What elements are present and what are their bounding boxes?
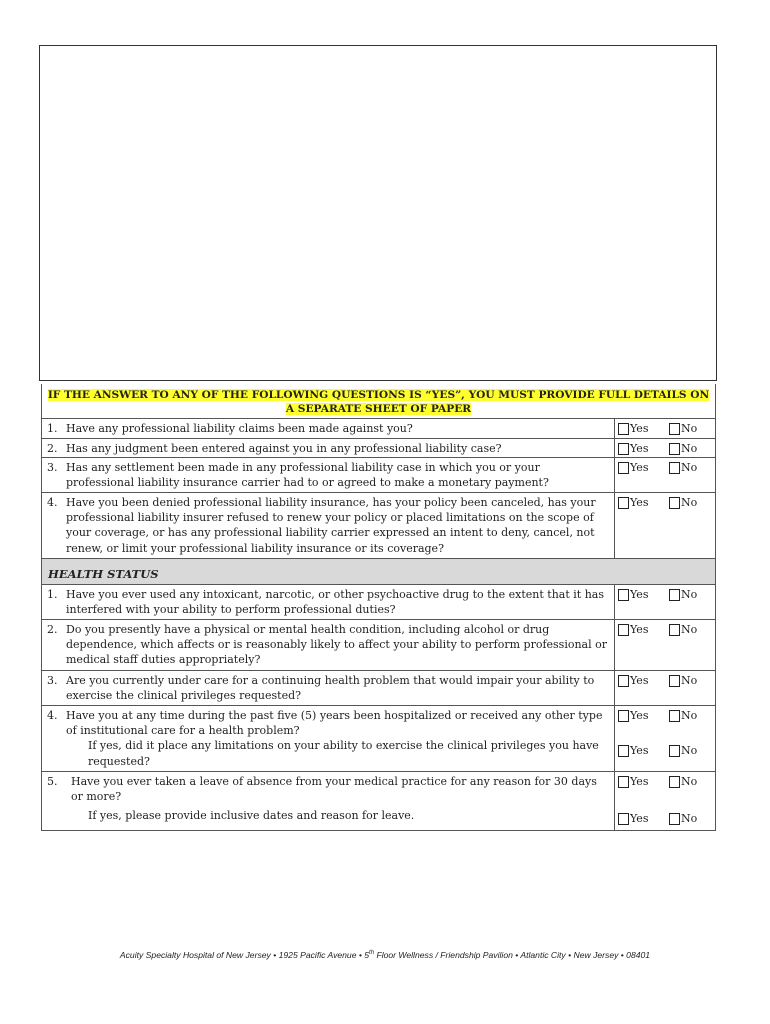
followup-question-text: If yes, please provide inclusive dates and reason for leave. [88,809,415,823]
liability-question-row [42,458,715,493]
yes-checkbox[interactable] [618,423,629,435]
yes-no-choice: Yes No [618,442,648,455]
question-number: 1. [47,588,58,601]
question-number: 5. [47,775,58,788]
notice-text: IF THE ANSWER TO ANY OF THE FOLLOWING QUESTIONS IS “YES”, YOU MUST PROVIDE FULL DETAILS ON A SEPARATE SHEET OF PAPER [47,389,710,415]
health-question-row [42,772,715,831]
yes-checkbox[interactable] [618,462,629,474]
no-checkbox[interactable] [669,710,680,722]
yes-checkbox[interactable] [618,443,629,455]
footer-address-continued: Floor Wellness / Friendship Pavilion • Atlantic City • New Jersey • 08401 [374,950,651,960]
health-question-row [42,585,715,620]
followup-question-text: If yes, did it place any limitations on your ability to exercise the clinical privileges you have requested? [88,739,599,768]
no-checkbox[interactable] [669,462,680,474]
no-checkbox[interactable] [669,624,680,636]
question-text: Do you presently have a physical or mental health condition, including alcohol or drug dependence, which affects or is reasonably likely to affect your ability to perform professional or medical staff duties appropriately? [66,623,607,667]
yes-no-choice: Yes No [618,775,648,788]
yes-no-choice: Yes No [618,674,648,687]
yes-no-choice: Yes No [618,623,648,636]
questionnaire-table [41,384,716,831]
yes-checkbox[interactable] [618,589,629,601]
yes-answer-notice [42,384,715,419]
yes-checkbox[interactable] [618,497,629,509]
no-checkbox[interactable] [669,423,680,435]
yes-no-choice: Yes No [618,496,648,509]
followup-yes-no-choice: Yes No [618,744,648,757]
question-number: 1. [47,422,58,435]
yes-no-choice: Yes No [618,422,648,435]
yes-no-choice: Yes No [618,588,648,601]
no-checkbox[interactable] [669,776,680,788]
question-number: 3. [47,674,58,687]
question-text: Have you ever taken a leave of absence from your medical practice for any reason for 30 days or more? [71,775,597,804]
question-text: Are you currently under care for a continuing health problem that would impair your ability to exercise the clinical privileges requested? [66,674,595,703]
no-checkbox[interactable] [669,497,680,509]
followup-yes-no-choice: Yes No [618,812,648,825]
question-number: 3. [47,461,58,474]
yes-no-choice: Yes No [618,709,648,722]
health-question-row [42,620,715,671]
question-text: Has any settlement been made in any professional liability case in which you or your professional liability insurance carrier had to or agreed to make a monetary payment? [66,461,549,490]
yes-checkbox[interactable] [618,710,629,722]
yes-checkbox[interactable] [618,813,629,825]
question-number: 2. [47,442,58,455]
footer-superscript: th [369,950,375,957]
yes-no-choice: Yes No [618,461,648,474]
blank-comments-box [39,45,717,381]
liability-question-row [42,419,715,439]
no-checkbox[interactable] [669,813,680,825]
question-number: 4. [47,496,58,509]
yes-checkbox[interactable] [618,675,629,687]
question-text: Have you at any time during the past five (5) years been hospitalized or received any other type of institutional care for a health problem? [66,709,603,738]
health-status-heading: HEALTH STATUS [42,559,715,585]
no-checkbox[interactable] [669,589,680,601]
yes-checkbox[interactable] [618,624,629,636]
question-number: 4. [47,709,58,722]
no-checkbox[interactable] [669,675,680,687]
question-text: Have you been denied professional liability insurance, has your policy been canceled, has your professional liability insurer refused to renew your policy or placed limitations on the scope of your coverage, or has any professional liability carrier expressed an intent to deny, cancel, not renew, or limit your professional liability insurance or its coverage? [66,496,596,555]
question-text: Have you ever used any intoxicant, narcotic, or other psychoactive drug to the extent that it has interfered with your ability to perform professional duties? [66,588,605,617]
footer-address: Acuity Specialty Hospital of New Jersey • 1925 Pacific Avenue • 5 [119,950,370,960]
liability-question-row [42,493,715,559]
no-checkbox[interactable] [669,443,680,455]
yes-checkbox[interactable] [618,776,629,788]
page-footer [0,950,770,960]
health-question-row [42,706,715,772]
yes-checkbox[interactable] [618,745,629,757]
health-question-row [42,671,715,706]
no-checkbox[interactable] [669,745,680,757]
question-number: 2. [47,623,58,636]
question-text: Has any judgment been entered against you in any professional liability case? [66,442,502,455]
question-text: Have any professional liability claims been made against you? [66,422,413,435]
liability-question-row [42,439,715,458]
